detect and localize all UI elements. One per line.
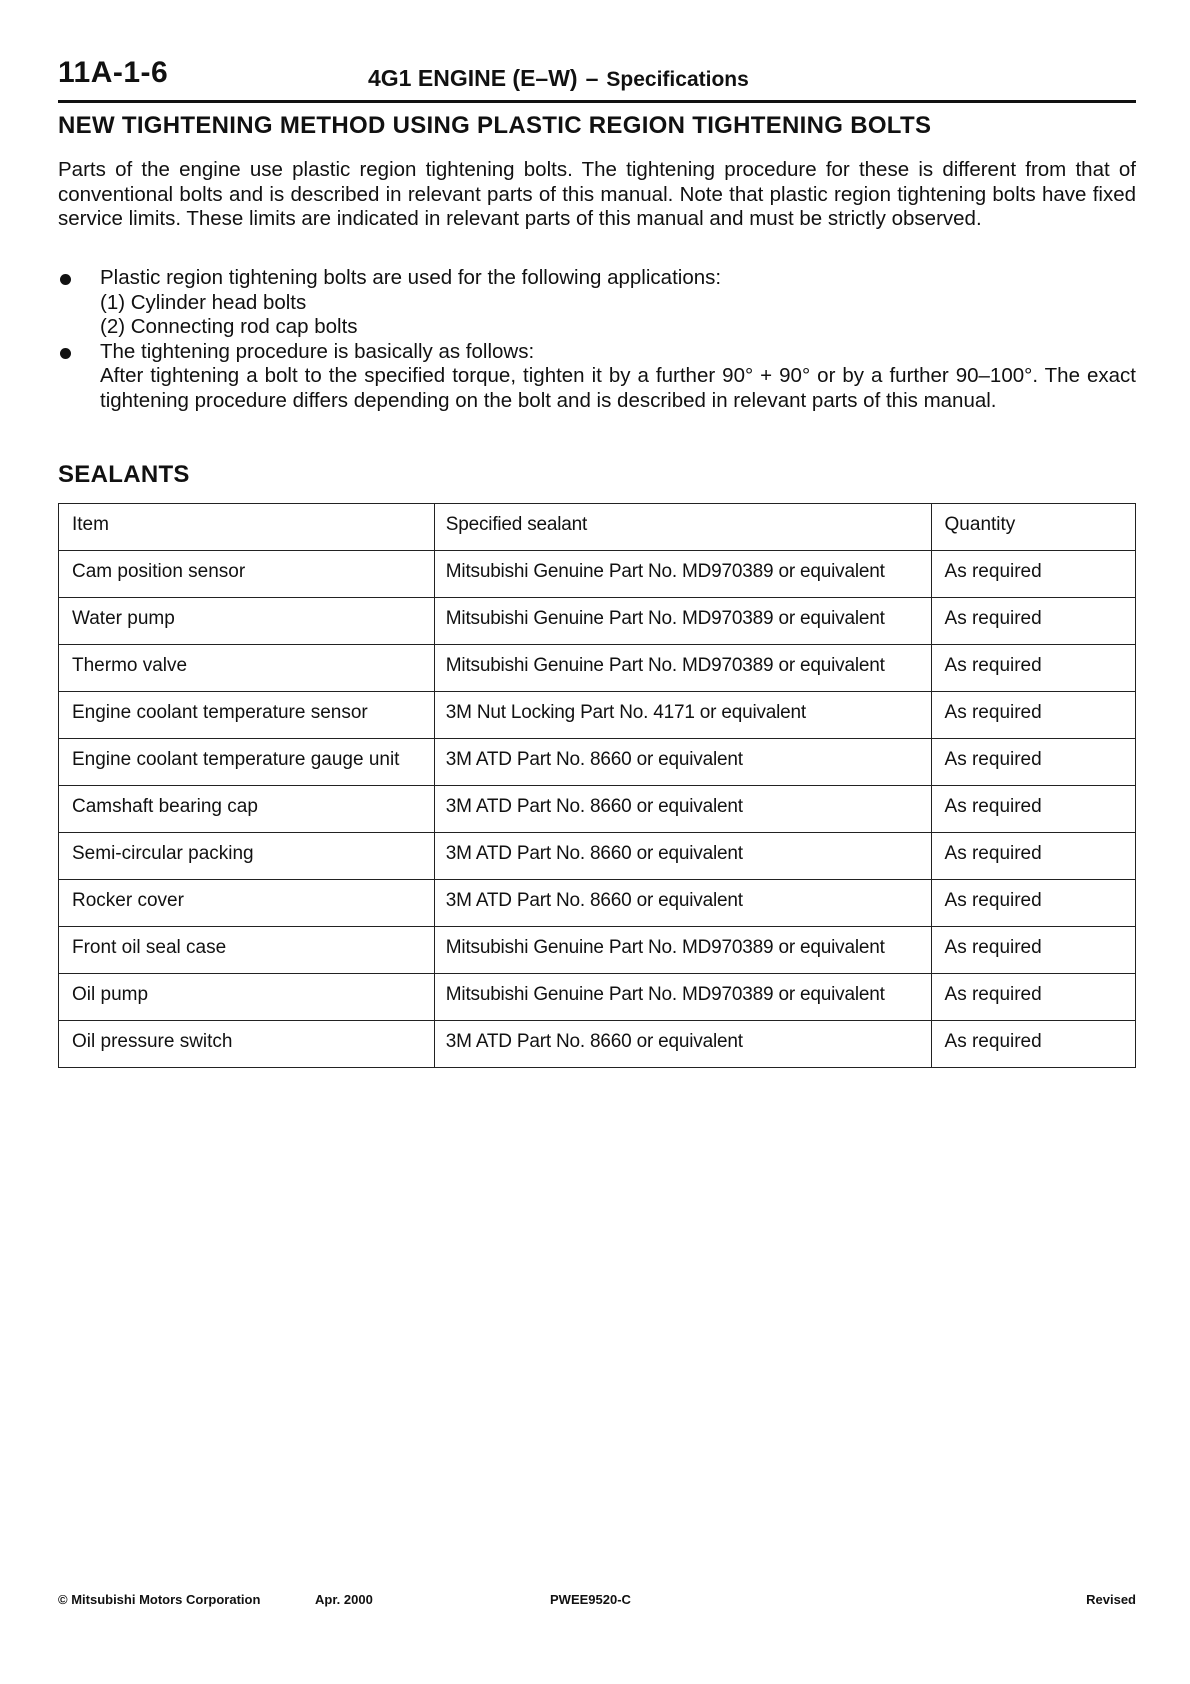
cell-sealant: 3M ATD Part No. 8660 or equivalent	[434, 739, 931, 786]
bullet-dot-icon	[60, 348, 71, 359]
cell-sealant: 3M Nut Locking Part No. 4171 or equivalent	[434, 692, 931, 739]
table-row	[59, 833, 1136, 880]
bullet-item	[58, 266, 1136, 340]
cell-sealant: 3M ATD Part No. 8660 or equivalent	[434, 786, 931, 833]
cell-sealant: Mitsubishi Genuine Part No. MD970389 or equivalent	[434, 551, 931, 598]
cell-quantity: As required	[931, 551, 1135, 598]
bullet-text: Plastic region tightening bolts are used for the following applications:	[100, 266, 722, 289]
header-title-subtitle: Specifications	[606, 68, 749, 91]
cell-sealant: Mitsubishi Genuine Part No. MD970389 or equivalent	[434, 645, 931, 692]
cell-quantity: As required	[931, 739, 1135, 786]
table-row	[59, 1021, 1136, 1068]
bullet-list	[58, 266, 1136, 413]
cell-quantity: As required	[931, 645, 1135, 692]
bullet-dot-icon	[60, 274, 71, 285]
cell-quantity: As required	[931, 598, 1135, 645]
table-row	[59, 974, 1136, 1021]
table-row	[59, 739, 1136, 786]
cell-item: Thermo valve	[59, 645, 435, 692]
cell-quantity: As required	[931, 692, 1135, 739]
table-row	[59, 598, 1136, 645]
table-row	[59, 551, 1136, 598]
bullet-detail: After tightening a bolt to the specified torque, tighten it by a further 90° + 90° or by a further 90–100°. The exact tightening procedure differs depending on the bolt and is described in relevant parts of this manual.	[100, 364, 1136, 412]
bullet-item	[58, 340, 1136, 414]
header-title-main: 4G1 ENGINE (E–W)	[368, 65, 578, 91]
cell-quantity: As required	[931, 974, 1135, 1021]
header-title	[368, 65, 749, 92]
bullet-sub-item: (2) Connecting rod cap bolts	[100, 315, 358, 338]
cell-sealant: 3M ATD Part No. 8660 or equivalent	[434, 880, 931, 927]
page-footer	[58, 1592, 1136, 1612]
section-title-tightening: NEW TIGHTENING METHOD USING PLASTIC REGION TIGHTENING BOLTS	[58, 112, 932, 139]
table-row	[59, 880, 1136, 927]
page-number: 11A-1-6	[58, 56, 169, 89]
intro-paragraph: Parts of the engine use plastic region tightening bolts. The tightening procedure for these is different from that of conventional bolts and is described in relevant parts of this manual. Note that plastic region tightening bolts have fixed service limits. These limits are indicated in relevant parts of this manual and must be strictly observed.	[58, 158, 1136, 230]
table-row	[59, 692, 1136, 739]
cell-item: Water pump	[59, 598, 435, 645]
bullet-text: The tightening procedure is basically as follows:	[100, 339, 535, 363]
cell-sealant: Mitsubishi Genuine Part No. MD970389 or equivalent	[434, 974, 931, 1021]
cell-quantity: As required	[931, 1021, 1135, 1068]
column-header-sealant: Specified sealant	[434, 504, 931, 551]
cell-item: Camshaft bearing cap	[59, 786, 435, 833]
cell-item: Engine coolant temperature gauge unit	[59, 739, 435, 786]
section-title-sealants: SEALANTS	[58, 461, 190, 488]
cell-item: Front oil seal case	[59, 927, 435, 974]
cell-quantity: As required	[931, 927, 1135, 974]
cell-item: Engine coolant temperature sensor	[59, 692, 435, 739]
cell-item: Semi-circular packing	[59, 833, 435, 880]
cell-item: Cam position sensor	[59, 551, 435, 598]
footer-doc-code: PWEE9520-C	[550, 1592, 631, 1607]
header-title-dash: –	[585, 65, 599, 91]
table-header-row	[59, 504, 1136, 551]
cell-item: Oil pressure switch	[59, 1021, 435, 1068]
cell-sealant: Mitsubishi Genuine Part No. MD970389 or equivalent	[434, 927, 931, 974]
page-header	[58, 52, 1136, 103]
cell-sealant: 3M ATD Part No. 8660 or equivalent	[434, 1021, 931, 1068]
cell-sealant: Mitsubishi Genuine Part No. MD970389 or equivalent	[434, 598, 931, 645]
cell-quantity: As required	[931, 786, 1135, 833]
cell-item: Rocker cover	[59, 880, 435, 927]
cell-item: Oil pump	[59, 974, 435, 1021]
manual-page	[58, 0, 1136, 1684]
footer-copyright: © Mitsubishi Motors Corporation	[58, 1592, 261, 1607]
cell-quantity: As required	[931, 880, 1135, 927]
cell-quantity: As required	[931, 833, 1135, 880]
column-header-quantity: Quantity	[931, 504, 1135, 551]
footer-status: Revised	[1086, 1592, 1136, 1607]
table-row	[59, 927, 1136, 974]
column-header-item: Item	[59, 504, 435, 551]
sealants-table	[58, 503, 1136, 1068]
table-row	[59, 786, 1136, 833]
footer-date: Apr. 2000	[315, 1592, 373, 1607]
table-row	[59, 645, 1136, 692]
cell-sealant: 3M ATD Part No. 8660 or equivalent	[434, 833, 931, 880]
bullet-sub-item: (1) Cylinder head bolts	[100, 290, 307, 314]
